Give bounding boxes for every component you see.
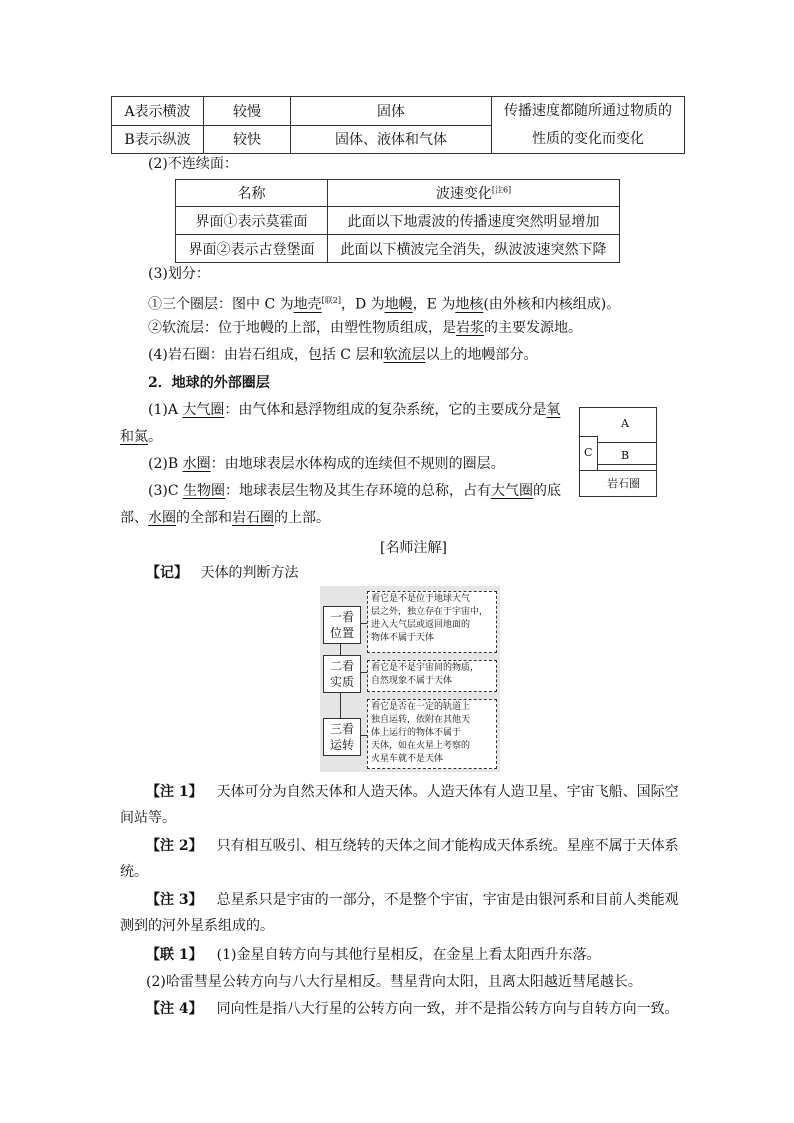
wave-name-cell: A表示横波 bbox=[112, 97, 204, 126]
text: (由外核和内核组成)。 bbox=[483, 296, 621, 313]
note-4 bbox=[120, 996, 690, 1022]
notes-title: [名师注解] bbox=[380, 540, 447, 556]
wave-medium-cell: 固体 bbox=[291, 97, 492, 126]
biosphere-line-cont bbox=[120, 508, 330, 528]
col-change-header bbox=[328, 180, 620, 207]
term-crust: 地壳 bbox=[293, 296, 322, 313]
text: ：由地球表层水体构成的连续但不规则的圈层。 bbox=[210, 456, 505, 472]
celestial-body-flowchart bbox=[320, 586, 500, 772]
step-position: 一看 位置 bbox=[323, 606, 361, 644]
three-layers-line bbox=[148, 291, 620, 315]
discontinuity-heading: (2)不连续面： bbox=[148, 156, 238, 172]
note-3 bbox=[120, 887, 690, 939]
note-text: 天体可分为自然天体和人造天体。人造天体有人造卫星、宇宙飞船、国际空 bbox=[216, 784, 679, 800]
discontinuity-change: 此面以下地震波的传播速度突然明显增加 bbox=[328, 207, 620, 235]
note-text-cont: 统。 bbox=[120, 864, 148, 880]
wave-table bbox=[111, 96, 685, 154]
biosphere-line bbox=[148, 481, 561, 501]
text: 的底 bbox=[533, 483, 561, 499]
note-tag: 【注 3】 bbox=[146, 892, 203, 908]
asthenosphere-line bbox=[148, 318, 582, 338]
discontinuity-name: 界面①表示莫霍面 bbox=[176, 207, 328, 235]
note-text: 只有相互吸引、相互绕转的天体之间才能构成天体系统。星座不属于天体系 bbox=[216, 838, 679, 854]
outer-layers-heading: 2．地球的外部圈层 bbox=[148, 375, 270, 391]
wave-speed-cell: 较快 bbox=[204, 125, 291, 154]
wave-medium-cell: 固体、液体和气体 bbox=[291, 125, 492, 154]
text: 的上部。 bbox=[274, 510, 330, 526]
layer-c-box bbox=[580, 436, 598, 471]
layers-figure bbox=[579, 407, 657, 497]
note-text-cont: 间站等。 bbox=[120, 810, 176, 826]
atmosphere-line-cont bbox=[120, 427, 162, 447]
term-hydrosphere: 水圈 bbox=[148, 510, 176, 526]
step-orbit: 三看 运转 bbox=[323, 718, 361, 756]
term-mantle: 地幔 bbox=[384, 296, 413, 313]
col-change-label: 波速变化 bbox=[435, 186, 492, 202]
memo-tag: 【记】 bbox=[146, 565, 188, 581]
layer-c-label: C bbox=[584, 446, 593, 459]
note-text-cont: (2)哈雷彗星公转方向与八大行星相反。彗星背向太阳，且离太阳越近彗尾越长。 bbox=[146, 974, 642, 990]
step-position-desc: 看它是不是位于地球大气 层之外，独立存在于宇宙中， 进入大气层或返回地面的 物体不属于天体 bbox=[367, 591, 497, 653]
link-1 bbox=[120, 942, 690, 996]
note-ref: [注6] bbox=[491, 185, 512, 195]
arrow-icon bbox=[360, 623, 367, 624]
step-essence-desc: 看它是不是宇宙间的物质， 自然现象不属于天体 bbox=[367, 660, 497, 692]
flow-connector bbox=[340, 690, 341, 718]
note-tag: 【注 4】 bbox=[146, 1001, 203, 1017]
wave-name-cell: B表示纵波 bbox=[112, 125, 204, 154]
col-name-header: 名称 bbox=[176, 180, 328, 207]
note-text: 同向性是指八大行星的公转方向一致，并不是指公转方向与自转方向一致。 bbox=[216, 1001, 679, 1017]
term-core: 地核 bbox=[455, 296, 484, 313]
arrow-icon bbox=[360, 735, 367, 736]
lithosphere-line bbox=[148, 345, 537, 365]
text: ：地球表层生物及其生存环境的总称，占有 bbox=[225, 483, 491, 499]
note-tag: 【注 1】 bbox=[146, 784, 203, 800]
wave-speed-cell: 较慢 bbox=[204, 97, 291, 126]
step-orbit-desc: 看它是否在一定的轨道上 独自运转，依附在其他天 体上运行的物体不属于 天体，如在火星上考察的 火星车就不是天体 bbox=[367, 699, 497, 769]
text: 的全部和 bbox=[176, 510, 232, 526]
text: ，E 为 bbox=[412, 296, 456, 313]
text: ②软流层：位于地幔的上部，由塑性物质组成，是 bbox=[148, 320, 456, 336]
text: (4)岩石圈：由岩石组成，包括 C 层和 bbox=[148, 347, 384, 363]
term-atmosphere: 大气圈 bbox=[182, 402, 225, 418]
layer-divider-mid bbox=[597, 464, 656, 465]
text: (1)A bbox=[148, 402, 183, 418]
term-hydrosphere: 水圈 bbox=[182, 456, 211, 472]
term-nitrogen: 和氮 bbox=[120, 429, 148, 445]
division-heading: (3)划分： bbox=[148, 266, 210, 282]
step-essence: 二看 实质 bbox=[323, 655, 361, 693]
term-biosphere: 生物圈 bbox=[183, 483, 225, 499]
term-lithosphere: 岩石圈 bbox=[232, 510, 274, 526]
hydrosphere-line bbox=[148, 454, 505, 474]
note-tag: 【注 2】 bbox=[146, 838, 203, 854]
layer-divider-top bbox=[597, 442, 656, 443]
term-magma: 岩浆 bbox=[456, 320, 484, 336]
text: (2)B bbox=[148, 456, 183, 472]
text: 部、 bbox=[120, 510, 148, 526]
term-oxygen: 氧 bbox=[546, 402, 561, 418]
rock-divider bbox=[580, 470, 656, 471]
text: (3)C bbox=[148, 483, 183, 499]
text: 。 bbox=[148, 429, 162, 445]
note-text: (1)金星自转方向与其他行星相反，在金星上看太阳西升东落。 bbox=[216, 947, 601, 963]
note-tag: 【联 1】 bbox=[146, 947, 203, 963]
text: ，D 为 bbox=[340, 296, 385, 313]
note-1 bbox=[120, 779, 690, 831]
text: 的主要发源地。 bbox=[484, 320, 582, 336]
term-asthenosphere: 软流层 bbox=[383, 347, 426, 363]
atmosphere-line bbox=[148, 400, 560, 420]
note-text: 总星系只是宇宙的一部分，不是整个宇宙，宇宙是由银河系和目前人类能观 bbox=[216, 892, 679, 908]
text: ：由气体和悬浮物组成的复杂系统，它的主要成分是 bbox=[224, 402, 547, 418]
wave-common-cell bbox=[492, 97, 685, 154]
layer-b-label: B bbox=[621, 449, 630, 462]
term-atmosphere: 大气圈 bbox=[491, 483, 533, 499]
discontinuity-table bbox=[175, 179, 620, 263]
rock-label: 岩石圈 bbox=[607, 477, 640, 490]
wave-common-text: 传播速度都随所通过物质的性质的变化而变化 bbox=[504, 103, 672, 147]
memo-text: 天体的判断方法 bbox=[200, 565, 299, 581]
arrow-icon bbox=[360, 672, 367, 673]
memo-line bbox=[146, 562, 298, 582]
text: ①三个圈层：图中 C 为 bbox=[148, 296, 294, 313]
note-text-cont: 测到的河外星系组成的。 bbox=[120, 918, 274, 934]
text: 以上的地幔部分。 bbox=[425, 347, 538, 363]
discontinuity-name: 界面②表示古登堡面 bbox=[176, 235, 328, 263]
note-2 bbox=[120, 833, 690, 885]
discontinuity-change: 此面以下横波完全消失，纵波波速突然下降 bbox=[328, 235, 620, 263]
note-ref: [联2] bbox=[321, 296, 341, 305]
layer-a-label: A bbox=[621, 417, 629, 430]
